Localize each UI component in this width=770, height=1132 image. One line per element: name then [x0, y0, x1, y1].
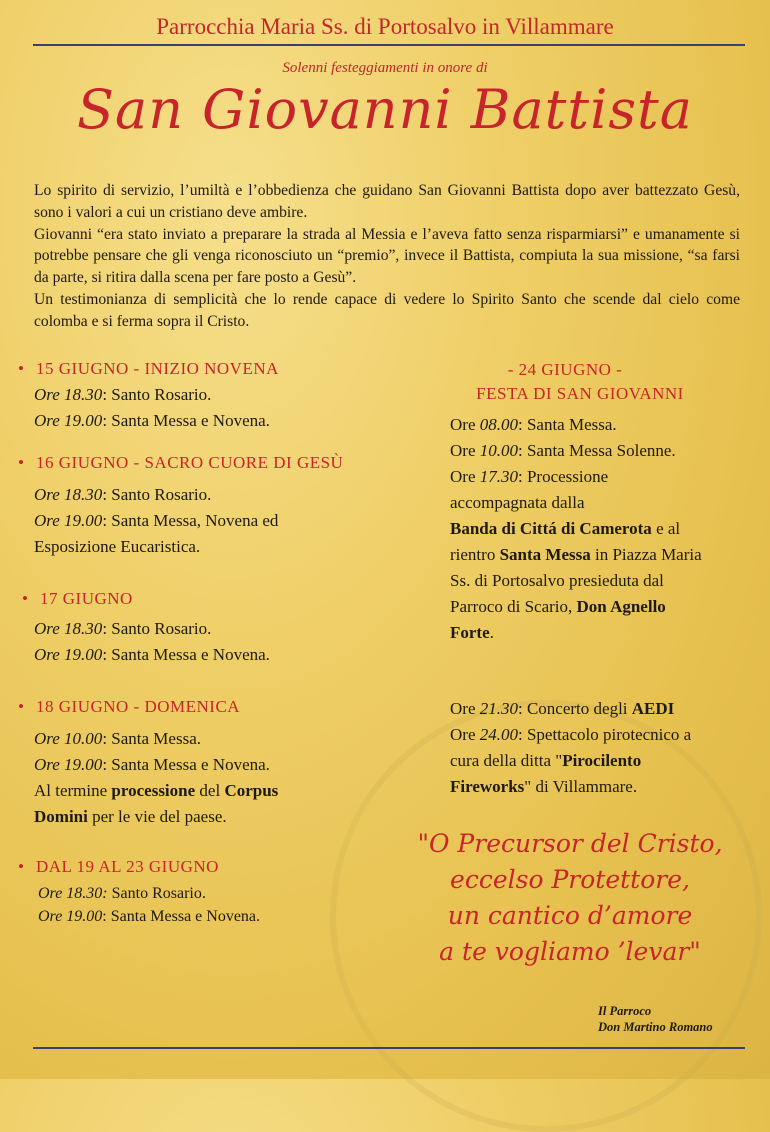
- schedule-line: Ore 18.30: Santo Rosario.: [34, 485, 212, 504]
- feast-heading: FESTA DI SAN GIOVANNI: [476, 384, 684, 403]
- quote-line: un cantico d’amore: [447, 901, 693, 930]
- schedule-line: Ore 18.30: Santo Rosario.: [34, 385, 212, 404]
- bottom-divider: [33, 1047, 745, 1049]
- bullet-icon: •: [18, 359, 25, 378]
- schedule-line: Ore 19.00: Santa Messa e Novena.: [34, 755, 270, 774]
- intro-text: [34, 180, 740, 333]
- schedule-line: Ore 19.00: Santa Messa e Novena.: [38, 908, 261, 925]
- day-heading: • 15 GIUGNO - INIZIO NOVENA: [18, 356, 378, 382]
- schedule-line: Al termine processione del Corpus: [34, 781, 279, 800]
- schedule-line: Ore 24.00: Spettacolo pirotecnico a: [450, 725, 692, 744]
- day-heading: • 18 GIUGNO - DOMENICA: [18, 694, 378, 720]
- bullet-icon: •: [18, 453, 25, 472]
- bullet-icon: •: [22, 589, 29, 608]
- schedule-line: Forte.: [450, 623, 494, 642]
- quote-line: eccelso Protettore,: [450, 865, 690, 894]
- schedule-line: Esposizione Eucaristica.: [34, 537, 201, 556]
- schedule-line: rientro Santa Messa in Piazza Maria: [450, 545, 702, 564]
- bullet-icon: •: [18, 697, 25, 716]
- quote-line: a te vogliamo ’levar": [439, 937, 701, 966]
- feast-heading: - 24 GIUGNO -: [507, 360, 623, 379]
- day-heading: • 16 GIUGNO - SACRO CUORE DI GESÙ: [18, 450, 378, 476]
- intro-paragraph: Un testimonianza di semplicità che lo rende capace di vedere lo Spirito Santo che scende dal cielo come colomba e si ferma sopra il Cristo.: [34, 290, 740, 330]
- schedule-line: Ore 19.00: Santa Messa, Novena ed: [34, 511, 279, 530]
- schedule-left: [18, 356, 378, 928]
- schedule-line: Ore 10.00: Santa Messa Solenne.: [450, 441, 676, 460]
- schedule-line: Ore 18.30: Santo Rosario.: [34, 619, 212, 638]
- schedule-line: Ore 18.30: Santo Rosario.: [38, 885, 206, 902]
- signature-role: Il Parroco: [598, 1004, 652, 1018]
- schedule-line: Ore 08.00: Santa Messa.: [450, 415, 617, 434]
- page-title: San Giovanni Battista: [77, 78, 693, 141]
- schedule-line: Domini per le vie del paese.: [34, 807, 227, 826]
- bullet-icon: •: [18, 857, 25, 876]
- day-heading: • 17 GIUGNO: [18, 586, 378, 612]
- schedule-line: Parroco di Scario, Don Agnello: [450, 597, 666, 616]
- schedule-line: Banda di Cittá di Camerota e al: [450, 519, 681, 538]
- schedule-line: Fireworks" di Villammare.: [450, 777, 638, 796]
- top-divider: [33, 44, 745, 46]
- schedule-line: Ore 21.30: Concerto degli AEDI: [450, 699, 675, 718]
- schedule-line: Ore 10.00: Santa Messa.: [34, 729, 201, 748]
- schedule-line: Ore 17.30: Processione: [450, 467, 609, 486]
- schedule-right: [450, 358, 750, 800]
- intro-paragraph: Giovanni “era stato inviato a preparare la strada al Messia e l’aveva fatto senza risparmiarsi” e umanamente si potrebbe pensare che gli venga riconosciuto un “premio”, invece il Battista, compiuta la sua missione, “sa farsi da parte, si ritira dalla scena per fare posto a Gesù”.: [34, 225, 740, 287]
- day-heading: • DAL 19 AL 23 GIUGNO: [18, 854, 378, 880]
- hymn-quote: [380, 826, 760, 970]
- schedule-line: Ore 19.00: Santa Messa e Novena.: [34, 411, 270, 430]
- quote-line: "O Precursor del Cristo,: [417, 829, 723, 858]
- intro-paragraph: Lo spirito di servizio, l’umiltà e l’obbedienza che guidano San Giovanni Battista dopo aver battezzato Gesù, sono i valori a cui un cristiano deve ambire.: [34, 182, 740, 221]
- schedule-line: Ore 19.00: Santa Messa e Novena.: [34, 645, 270, 664]
- schedule-line: accompagnata dalla: [450, 493, 585, 512]
- signature-name: Don Martino Romano: [598, 1020, 713, 1034]
- schedule-line: cura della ditta "Pirocilento: [450, 751, 642, 770]
- signature: [598, 1003, 713, 1035]
- subtitle: Solenni festeggiamenti in onore di: [282, 60, 488, 76]
- parish-name: Parrocchia Maria Ss. di Portosalvo in Villammare: [156, 14, 614, 39]
- schedule-line: Ss. di Portosalvo presieduta dal: [450, 571, 664, 590]
